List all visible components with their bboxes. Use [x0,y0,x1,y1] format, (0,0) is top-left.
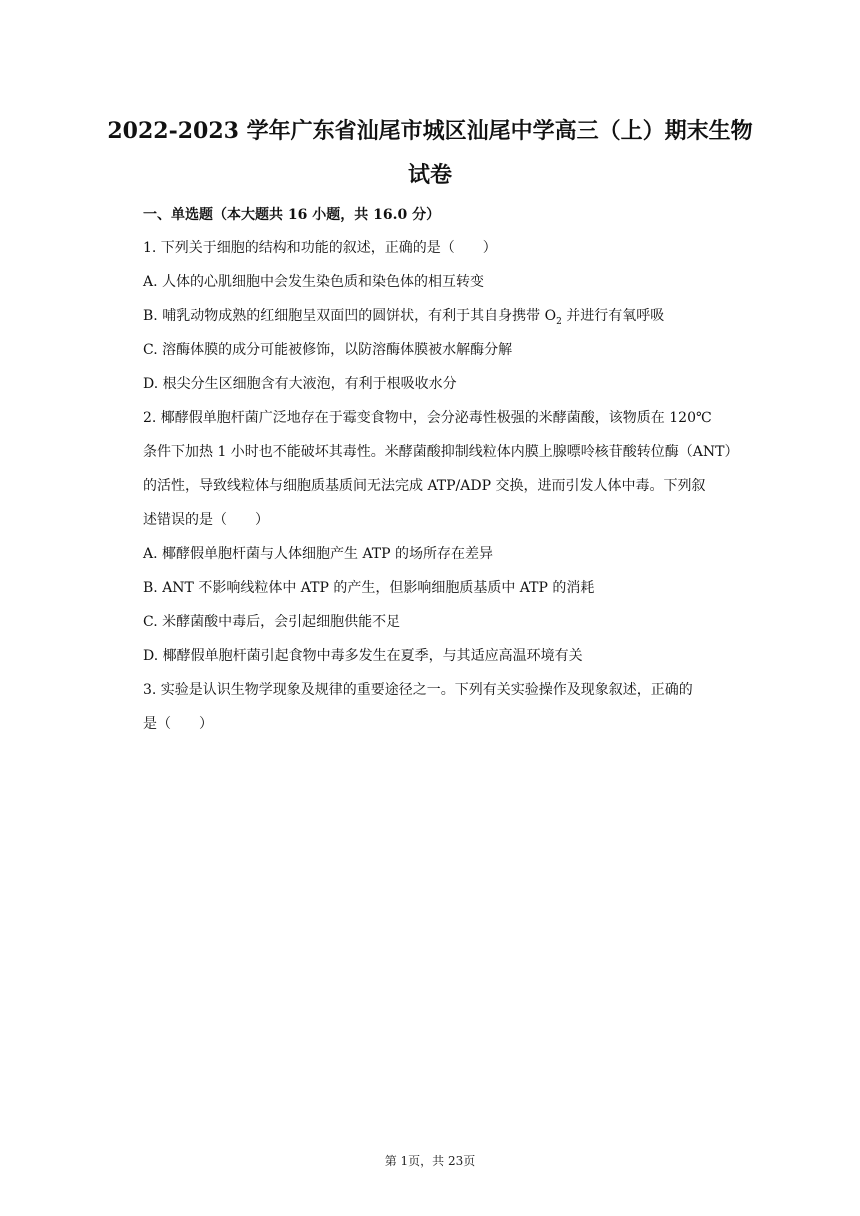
question-1-option-c: C. 溶酶体膜的成分可能被修饰，以防溶酶体膜被水解酶分解 [143,342,513,358]
question-1-option-b-text: B. 哺乳动物成熟的红细胞呈双面凹的圆饼状，有利于其自身携带 O [143,308,557,324]
question-1-option-b [143,305,664,327]
page-title-continued: 试卷 [407,162,452,188]
question-1-option-d: D. 根尖分生区细胞含有大液泡，有利于根吸收水分 [143,376,457,392]
question-1-option-a: A. 人体的心肌细胞中会发生染色质和染色体的相互转变 [143,274,485,290]
question-2-option-c: C. 米酵菌酸中毒后，会引起细胞供能不足 [143,614,401,630]
question-3-stem-line-2: 是（ ） [143,716,213,732]
question-2-stem-line-4: 述错误的是（ ） [143,512,269,528]
question-3-stem-line-1: 3. 实验是认识生物学现象及规律的重要途径之一。下列有关实验操作及现象叙述，正确的 [143,682,693,698]
question-2-option-b: B. ANT 不影响线粒体中 ATP 的产生，但影响细胞质基质中 ATP 的消耗 [143,580,595,596]
question-2-stem-line-2: 条件下加热 1 小时也不能破坏其毒性。米酵菌酸抑制线粒体内膜上腺嘌呤核苷酸转位酶（ANT） [143,444,739,460]
page-footer: 第 1页，共 23页 [384,1154,476,1168]
question-2-option-a: A. 椰酵假单胞杆菌与人体细胞产生 ATP 的场所存在差异 [143,546,494,562]
question-1-stem: 1. 下列关于细胞的结构和功能的叙述，正确的是（ ） [143,240,497,256]
question-1-option-b-subscript: 2 [556,316,562,327]
section-heading: 一、单选题（本大题共 16 小题，共 16.0 分） [143,207,441,223]
page-title: 2022-2023 学年广东省汕尾市城区汕尾中学高三（上）期末生物 [107,118,753,144]
question-2-option-d: D. 椰酵假单胞杆菌引起食物中毒多发生在夏季，与其适应高温环境有关 [143,648,583,664]
question-1-option-b-text-end: 并进行有氧呼吸 [561,308,665,324]
question-2-stem-line-3: 的活性，导致线粒体与细胞质基质间无法完成 ATP/ADP 交换，进而引发人体中毒。下列叙 [143,478,706,494]
question-2-stem-line-1: 2. 椰酵假单胞杆菌广泛地存在于霉变食物中，会分泌毒性极强的米酵菌酸，该物质在 120℃ [143,410,712,426]
